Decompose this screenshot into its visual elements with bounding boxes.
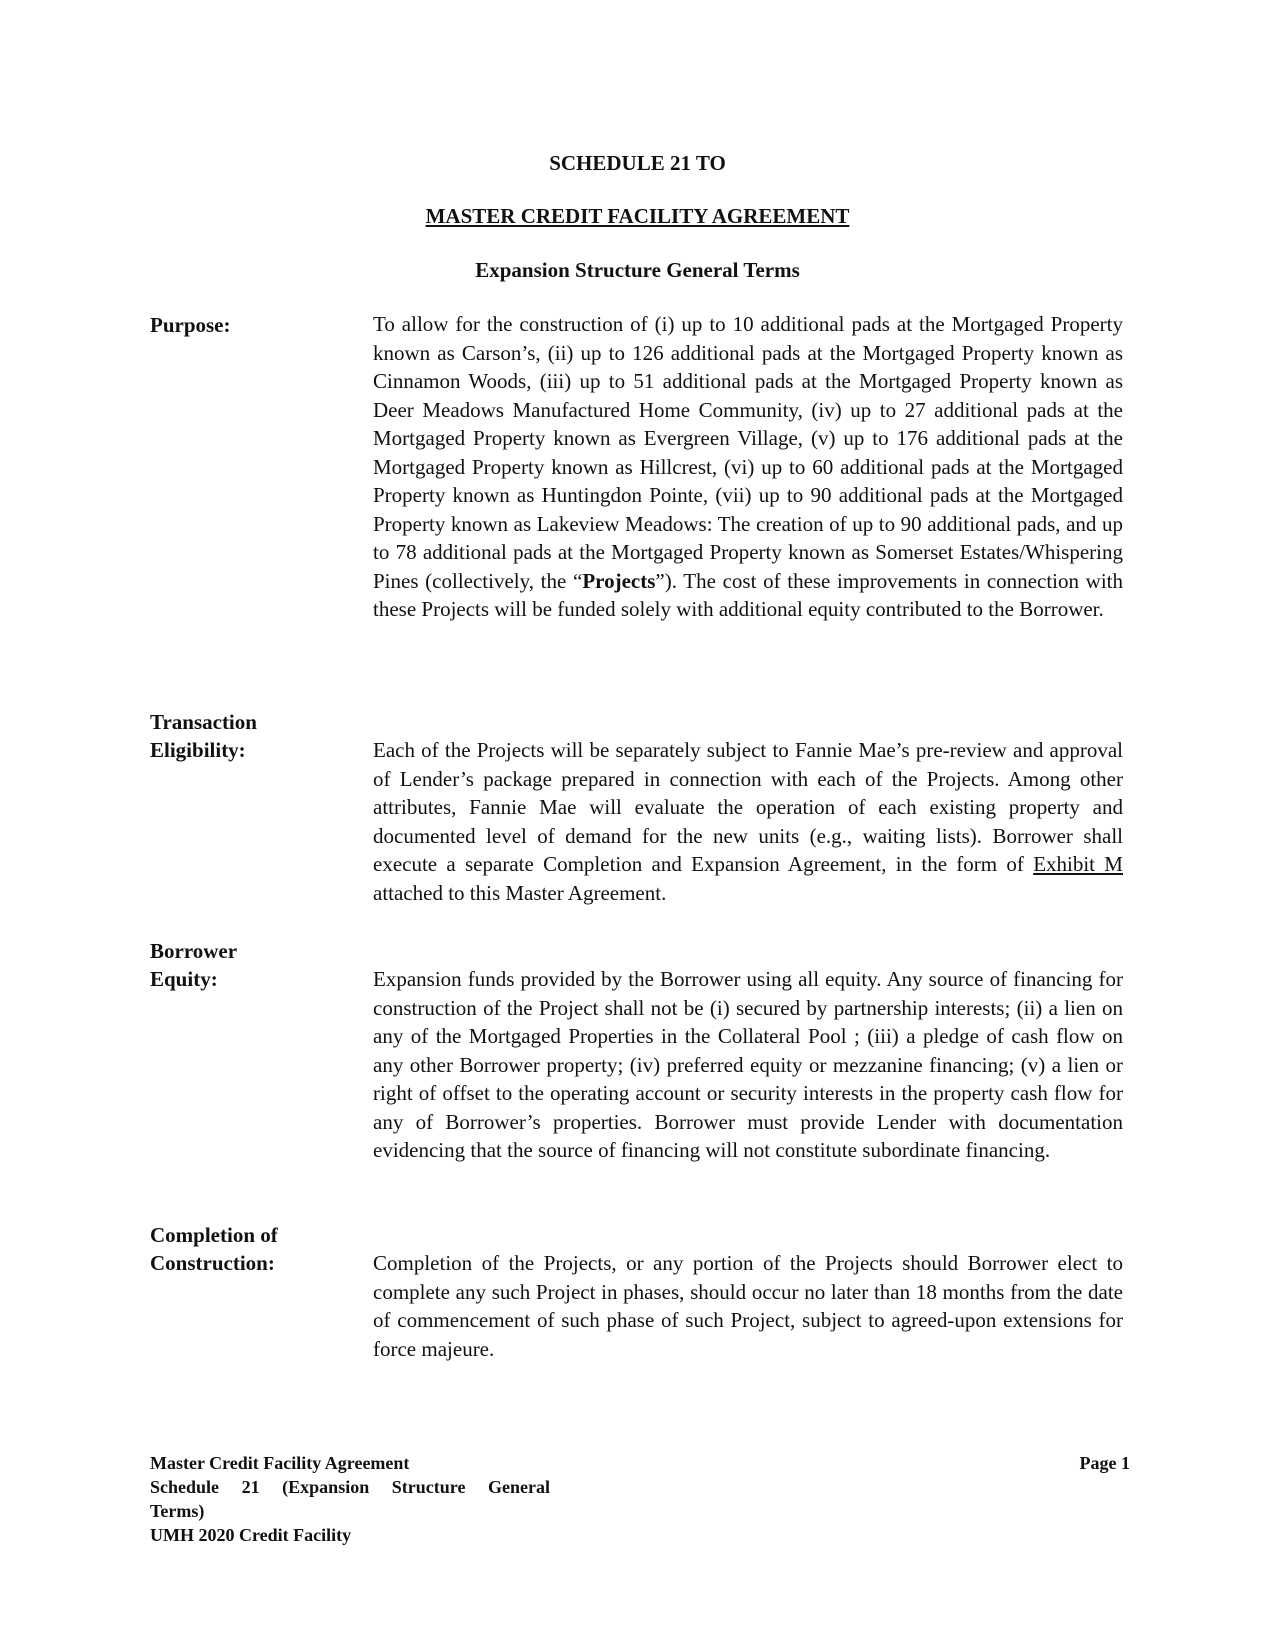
footer-line-1: Master Credit Facility Agreement [150, 1453, 410, 1473]
page-number: Page 1 [1079, 1453, 1130, 1473]
footer-line-3: Terms) [150, 1501, 205, 1521]
section-title: Expansion Structure General Terms [475, 258, 800, 282]
agreement-title: MASTER CREDIT FACILITY AGREEMENT [425, 204, 850, 228]
purpose-text-2: ”). The cost of these improvements in connection with these Projects will be funded solely with additional equity contributed to the Borrower. [373, 568, 1123, 621]
borrower-equity-label [150, 937, 360, 993]
footer-line-4: UMH 2020 Credit Facility [150, 1525, 352, 1545]
transaction-eligibility-paragraph [373, 736, 1123, 907]
transaction-text-1: Each of the Projects will be separately subject to Fannie Mae’s pre-review and approval of Lender’s package prepared in connection with each of the Projects. Among other attributes, Fannie Mae will evaluate the operation of each existing property and documented level of demand for the new units (e.g., waiting lists). Borrower shall execute a separate Completion and Expansion Agreement, in the form of [373, 738, 1123, 876]
completion-label-line1: Completion of [150, 1223, 278, 1247]
transaction-eligibility-label [150, 708, 360, 764]
purpose-label [150, 311, 360, 339]
equity-label-line2: Equity: [150, 967, 218, 991]
page-footer [150, 1451, 550, 1547]
borrower-equity-paragraph: Expansion funds provided by the Borrower using all equity. Any source of financing for construction of the Project shall not be (i) secured by partnership interests; (ii) a lien on any of the Mortgaged Properties in the Collateral Pool ; (iii) a pledge of cash flow on any other Borrower property; (iv) preferred equity or mezzanine financing; (v) a lien or right of offset to the operating account or security interests in the property cash flow for any of Borrower’s properties. Borrower must provide Lender with documentation evidencing that the source of financing will not constitute subordinate financing. [373, 967, 1123, 1162]
purpose-paragraph [373, 310, 1123, 624]
transaction-label-line2: Eligibility: [150, 738, 246, 762]
transaction-label-line1: Transaction [150, 710, 257, 734]
transaction-text-2: attached to this Master Agreement. [373, 880, 667, 905]
purpose-text-1: To allow for the construction of (i) up to 10 additional pads at the Mortgaged Property known as Carson’s, (ii) up to 126 additional pads at the Mortgaged Property known as Cinnamon Woods, (iii) up to 51 additional pads at the Mortgaged Property known as Deer Meadows Manufactured Home Community, (iv) up to 27 additional pads at the Mortgaged Property known as Evergreen Village, (v) up to 176 additional pads at the Mortgaged Property known as Hillcrest, (vi) up to 60 additional pads at the Mortgaged Property known as Huntingdon Pointe, (vii) up to 90 additional pads at the Mortgaged Property known as Lakeview Meadows: The creation of up to 90 additional pads, and up to 78 additional pads at the Mortgaged Property known as Somerset Estates/Whispering Pines (collectively, the “ [373, 312, 1123, 593]
exhibit-m-reference[interactable]: Exhibit M [1033, 852, 1123, 876]
schedule-heading: SCHEDULE 21 TO [549, 151, 726, 175]
projects-defined-term: Projects [582, 568, 656, 593]
completion-of-construction-paragraph: Completion of the Projects, or any portion of the Projects should Borrower elect to complete any such Project in phases, should occur no later than 18 months from the date of commencement of such phase of such Project, subject to agreed-upon extensions for force majeure. [373, 1251, 1123, 1361]
purpose-label-text: Purpose: [150, 313, 231, 337]
completion-label-line2: Construction: [150, 1251, 275, 1275]
equity-label-line1: Borrower [150, 939, 238, 963]
footer-line-2: Schedule 21 (Expansion Structure General [150, 1477, 550, 1497]
completion-of-construction-label [150, 1221, 360, 1277]
